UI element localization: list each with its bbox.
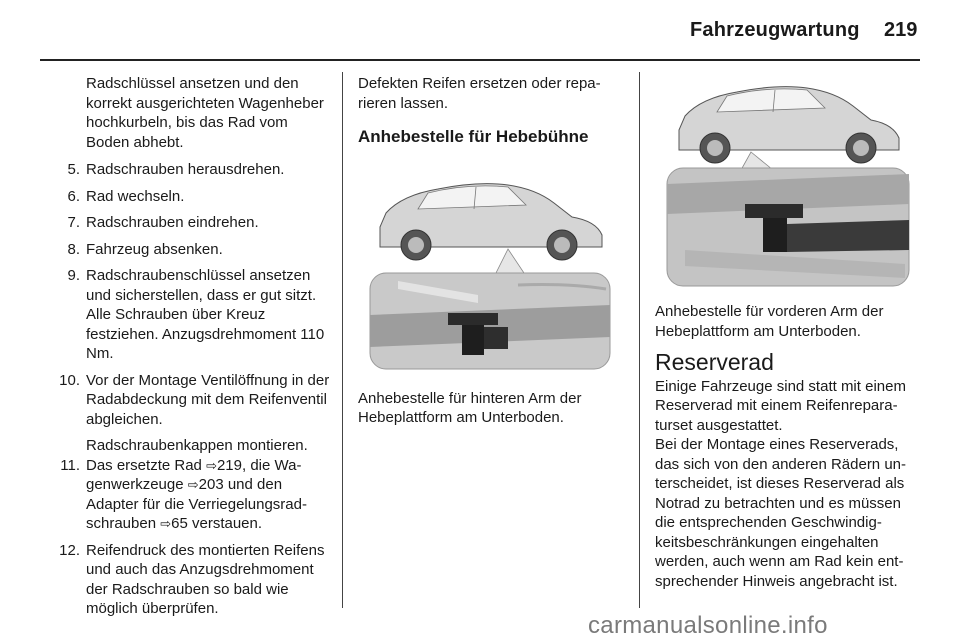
step-4-continuation: Radschlüssel ansetzen und den korrekt ausgerichteten Wagenheber hochkurbeln, bis das Rad vom Boden abhebt. <box>86 75 324 151</box>
column-1 <box>40 74 332 626</box>
step-number: 6. <box>67 187 80 205</box>
step-10-continuation: Radschraubenkappen montieren. <box>86 437 308 454</box>
column-3 <box>655 74 925 591</box>
watermark: carmanualsonline.info <box>588 612 828 639</box>
step-list-item <box>40 187 332 207</box>
step-text: Rad wechseln. <box>86 187 185 205</box>
rear-lift-point-illustration <box>358 165 620 375</box>
step-number: 7. <box>67 214 80 231</box>
page-ref-arrow-icon: ⇨ <box>160 516 172 531</box>
step-number: 5. <box>67 161 80 178</box>
front-lift-point-illustration <box>655 74 917 294</box>
page-header-title: Fahrzeugwartung <box>690 19 860 41</box>
step-text: Vor der Montage Ventilöffnung in der Radabdeckung mit dem Reifenventil abgleichen. <box>86 371 330 428</box>
front-figure-caption: Anhebestelle für vorderen Arm der Hebeplattform am Unterboden. <box>655 303 884 340</box>
page-ref-arrow-icon: ⇨ <box>206 457 217 473</box>
step-text: Radschrauben eindrehen. <box>86 214 259 231</box>
step-text: Radschrauben herausdrehen. <box>86 161 285 178</box>
step-list-item <box>40 541 332 619</box>
step-number: 9. <box>67 267 80 284</box>
intro-text: Defekten Reifen ersetzen oder reparieren lassen. <box>358 75 601 112</box>
step-list-item <box>40 371 332 430</box>
rear-figure-caption: Anhebestelle für hinteren Arm der Hebeplattform am Unterboden. <box>358 389 582 426</box>
step-text: Fahrzeug absenken. <box>86 240 223 258</box>
page-number: 219 <box>884 19 918 41</box>
step-list-item <box>40 240 332 260</box>
step-list-item <box>40 213 332 233</box>
column-2 <box>358 74 626 428</box>
column-divider-1 <box>342 72 343 608</box>
step-number: 12. <box>59 541 80 559</box>
header-rule <box>40 59 920 61</box>
reserverad-paragraph-1: Einige Fahrzeuge sind statt mit einem Reserverad mit einem Reifenreparaturset ausgestattet. <box>655 377 906 434</box>
page-ref-link[interactable]: 65 <box>171 515 188 532</box>
page-ref-arrow-icon: ⇨ <box>187 477 199 492</box>
section-heading-lift: Anhebestelle für Hebebühne <box>358 127 589 146</box>
step-list-item <box>40 266 332 364</box>
reserverad-paragraph-2: Bei der Montage eines Reserverads, das sich von den anderen Rädern unterscheidet, ist dieses Reserverad als Notrad zu betrachten und es müssen die entsprechenden Geschwindigkeitsbeschränkungen eingehalten werden, auch wenn am Rad kein entsprechender Hinweis angebracht ist. <box>655 436 907 590</box>
step-number: 8. <box>67 240 80 258</box>
step-text: Das ersetzte Rad ⇨219, die Wagenwerkzeuge ⇨203 und den Adapter für die Verriegelungsradschrauben ⇨65 verstauen. <box>86 456 307 532</box>
step-text: Reifendruck des montierten Reifens und auch das Anzugsdrehmoment der Radschrauben so bald wie möglich überprüfen. <box>86 541 325 617</box>
step-list-item <box>40 456 332 534</box>
step-number: 11. <box>60 456 80 474</box>
step-text: Radschraubenschlüssel ansetzen und sicherstellen, dass er gut sitzt. Alle Schrauben über Kreuz festziehen. Anzugsdrehmoment 110 Nm. <box>86 267 325 362</box>
step-list-item <box>40 160 332 180</box>
section-heading-reserverad: Reserverad <box>655 349 774 375</box>
page-ref-link[interactable]: 203 <box>198 476 224 493</box>
column-divider-2 <box>639 72 640 608</box>
page-ref-link[interactable]: 219 <box>216 456 242 474</box>
step-number: 10. <box>59 371 80 389</box>
